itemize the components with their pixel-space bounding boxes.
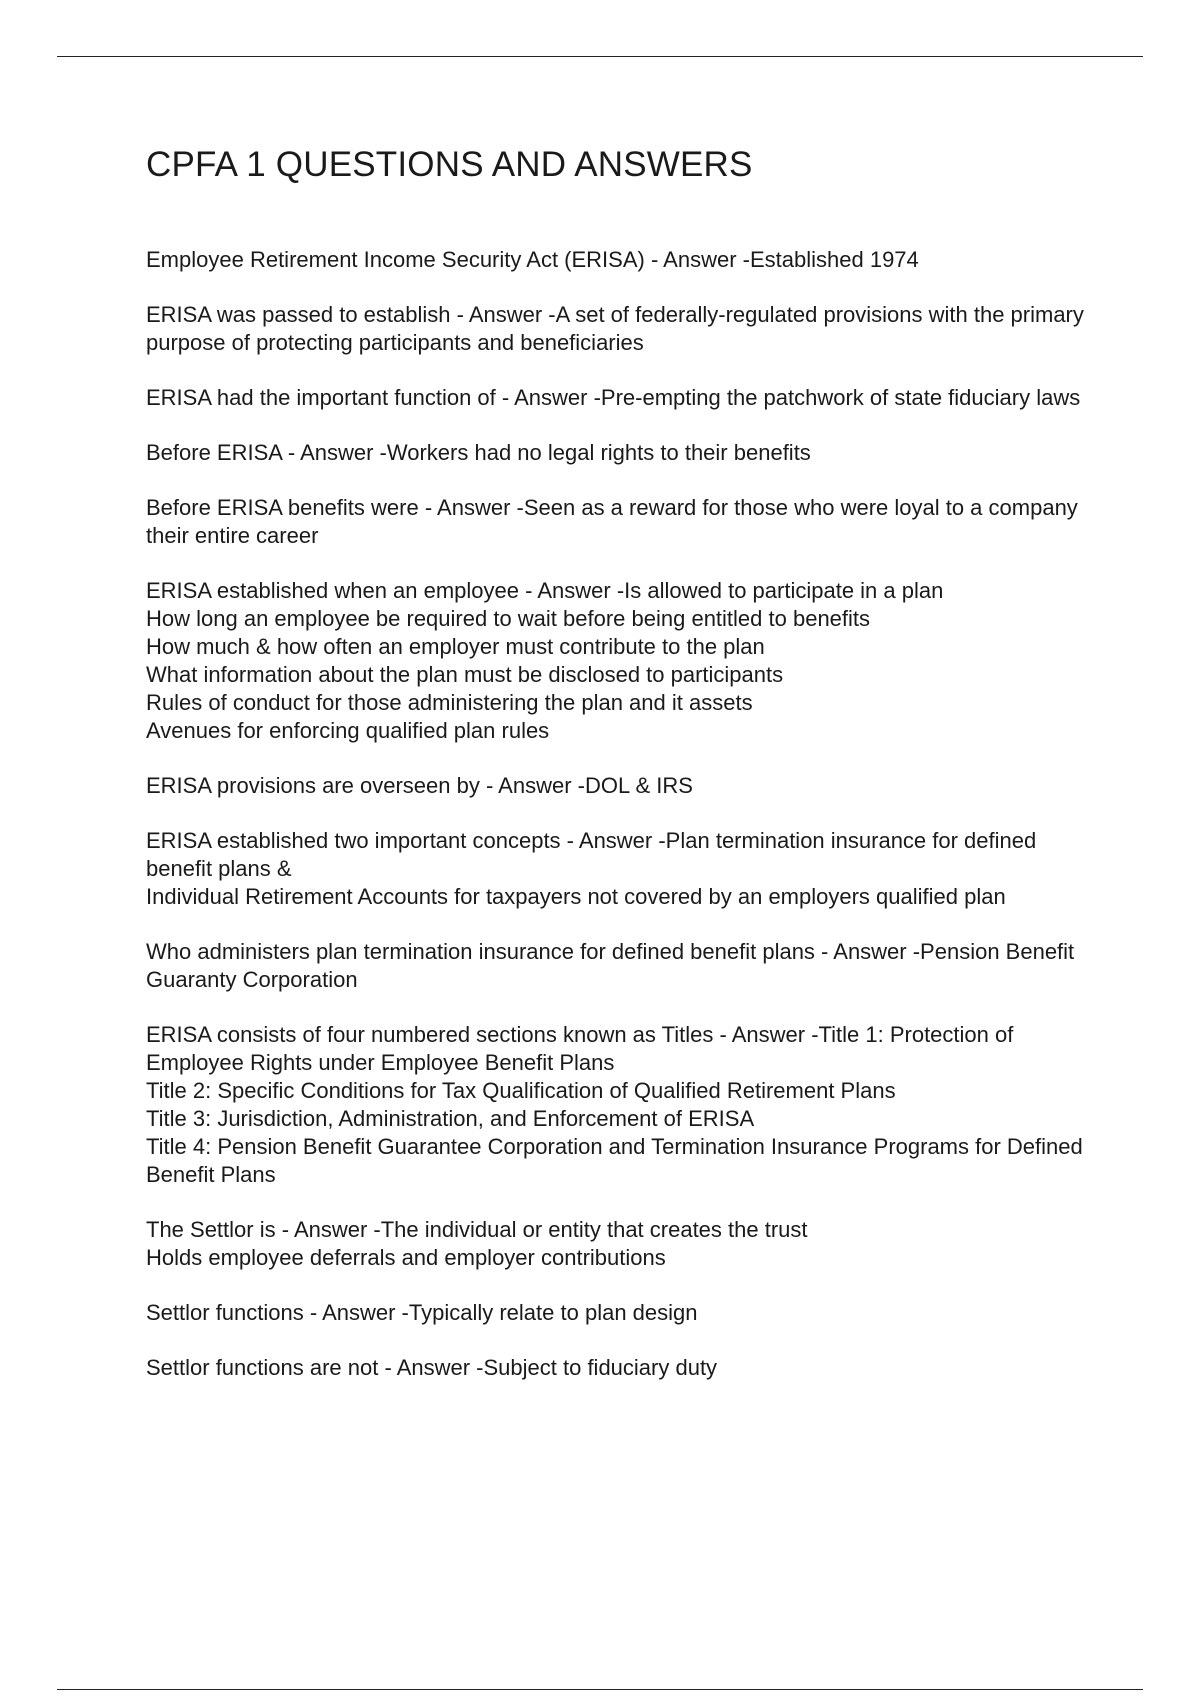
- qa-entry: [146, 1216, 1106, 1272]
- qa-question-answer: Settlor functions - Answer -Typically relate to plan design: [146, 1300, 698, 1325]
- qa-answer-line: Holds employee deferrals and employer contributions: [146, 1245, 666, 1270]
- qa-entry: [146, 494, 1106, 550]
- qa-question-answer: Who administers plan termination insurance for defined benefit plans - Answer -Pension Benefit Guaranty Corporation: [146, 939, 1075, 992]
- qa-answer-line: How long an employee be required to wait before being entitled to benefits: [146, 606, 871, 631]
- qa-answer-line: Title 2: Specific Conditions for Tax Qualification of Qualified Retirement Plans: [146, 1078, 896, 1103]
- qa-entry: [146, 772, 1106, 800]
- qa-entry: [146, 938, 1106, 994]
- qa-entry: [146, 384, 1106, 412]
- qa-answer-line: Individual Retirement Accounts for taxpayers not covered by an employers qualified plan: [146, 884, 1006, 909]
- qa-answer-line: What information about the plan must be disclosed to participants: [146, 662, 784, 687]
- qa-entry: [146, 246, 1106, 274]
- qa-answer-line: Title 3: Jurisdiction, Administration, and Enforcement of ERISA: [146, 1106, 755, 1131]
- document-body: [146, 144, 1106, 1409]
- bottom-divider: [57, 1689, 1143, 1690]
- qa-question-answer: ERISA provisions are overseen by - Answer -DOL & IRS: [146, 773, 693, 798]
- qa-entry: [146, 577, 1106, 745]
- page-title: CPFA 1 QUESTIONS AND ANSWERS: [146, 145, 753, 184]
- qa-question-answer: ERISA consists of four numbered sections known as Titles - Answer -Title 1: Protection of Employee Rights under Employee Benefit Plans: [146, 1022, 1014, 1075]
- qa-list: [146, 246, 1106, 1382]
- qa-question-answer: ERISA was passed to establish - Answer -A set of federally-regulated provisions with the primary purpose of protecting participants and beneficiaries: [146, 302, 1084, 355]
- qa-entry: [146, 827, 1106, 911]
- qa-answer-line: Avenues for enforcing qualified plan rules: [146, 718, 550, 743]
- qa-question-answer: Before ERISA - Answer -Workers had no legal rights to their benefits: [146, 440, 811, 465]
- qa-question-answer: ERISA established when an employee - Answer -Is allowed to participate in a plan: [146, 578, 944, 603]
- qa-entry: [146, 1354, 1106, 1382]
- qa-entry: [146, 1299, 1106, 1327]
- qa-entry: [146, 1021, 1106, 1189]
- top-divider: [57, 56, 1143, 57]
- qa-entry: [146, 301, 1106, 357]
- qa-question-answer: Employee Retirement Income Security Act (ERISA) - Answer -Established 1974: [146, 247, 919, 272]
- qa-question-answer: Before ERISA benefits were - Answer -Seen as a reward for those who were loyal to a company their entire career: [146, 495, 1078, 548]
- qa-entry: [146, 439, 1106, 467]
- qa-question-answer: The Settlor is - Answer -The individual or entity that creates the trust: [146, 1217, 808, 1242]
- qa-answer-line: Title 4: Pension Benefit Guarantee Corporation and Termination Insurance Programs for Defined Benefit Plans: [146, 1134, 1083, 1187]
- qa-question-answer: Settlor functions are not - Answer -Subject to fiduciary duty: [146, 1355, 718, 1380]
- qa-answer-line: Rules of conduct for those administering the plan and it assets: [146, 690, 753, 715]
- qa-answer-line: How much & how often an employer must contribute to the plan: [146, 634, 765, 659]
- qa-question-answer: ERISA established two important concepts - Answer -Plan termination insurance for defined benefit plans &: [146, 828, 1037, 881]
- qa-question-answer: ERISA had the important function of - Answer -Pre-empting the patchwork of state fiduciary laws: [146, 385, 1081, 410]
